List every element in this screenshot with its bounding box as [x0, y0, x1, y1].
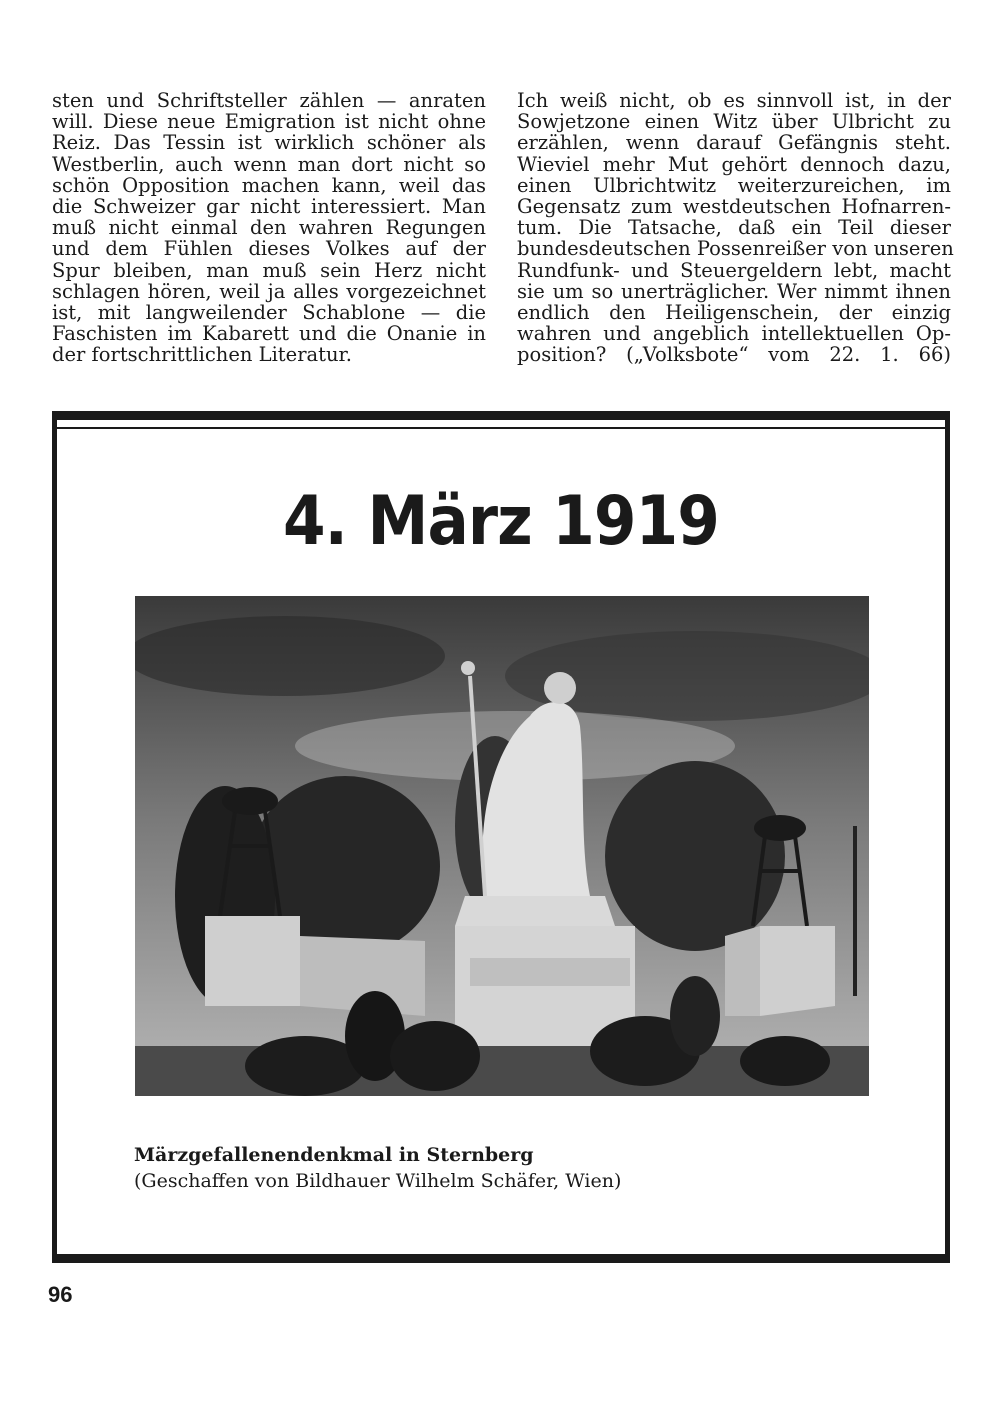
text-line: tum. Die Tatsache, daß ein Teil dieser	[517, 216, 951, 240]
text-line: Faschisten im Kabarett und die Onanie in	[52, 322, 486, 346]
text-line: Gegensatz zum westdeutschen Hofnarren-	[517, 194, 951, 218]
text-line: schlagen hören, weil ja alles vorgezeichnet	[52, 279, 486, 303]
memorial-photo	[135, 596, 869, 1096]
text-line: sten und Schriftsteller zählen — anraten	[52, 89, 486, 112]
text-line: einen Ulbrichtwitz weiterzureichen, im	[517, 173, 951, 197]
memorial-box	[52, 411, 950, 1263]
text-line: erzählen, wenn darauf Gefängnis steht.	[517, 131, 951, 155]
headline-date: 4. März 1919	[283, 482, 719, 561]
text-line: endlich den Heiligenschein, der einzig	[517, 300, 951, 324]
text-line: will. Diese neue Emigration ist nicht ohne	[52, 110, 486, 134]
text-line: Westberlin, auch wenn man dort nicht so	[52, 152, 486, 176]
page-number: 96	[48, 1282, 73, 1307]
right-text-column	[517, 89, 954, 367]
text-line: muß nicht einmal den wahren Regungen	[52, 216, 486, 240]
text-line: die Schweizer gar nicht interessiert. Man	[52, 194, 486, 218]
left-text-column	[52, 90, 486, 365]
text-line: Ich weiß nicht, ob es sinnvoll ist, in der	[517, 89, 951, 112]
text-line: ist, mit langweilender Schablone — die	[52, 300, 486, 324]
text-line: Reiz. Das Tessin ist wirklich schöner als	[52, 131, 486, 155]
text-line: wahren und angeblich intellektuellen Op-	[517, 322, 951, 346]
text-line: bundesdeutschen Possenreißer von unseren	[517, 237, 954, 261]
frame-rule	[57, 427, 945, 429]
last-line-word: position?	[517, 343, 607, 367]
caption-title: Märzgefallenendenkmal in Sternberg	[134, 1144, 534, 1166]
source-citation: („Volksbote“ vom 22. 1. 66)	[626, 343, 951, 367]
text-line: Wieviel mehr Mut gehört dennoch dazu,	[517, 152, 951, 176]
text-line: Rundfunk- und Steuergeldern lebt, macht	[517, 258, 951, 282]
text-line: der fortschrittlichen Literatur.	[52, 343, 352, 367]
caption-subtitle: (Geschaffen von Bildhauer Wilhelm Schäfer, Wien)	[134, 1170, 622, 1192]
text-line: sie um so unerträglicher. Wer nimmt ihnen	[517, 279, 951, 303]
right-column-last-line	[517, 344, 951, 365]
text-line: und dem Fühlen dieses Volkes auf der	[52, 237, 486, 261]
text-line: schön Opposition machen kann, weil das	[52, 173, 486, 197]
memorial-photo-illustration	[135, 596, 869, 1096]
photo-caption	[134, 1142, 621, 1194]
text-line: Sowjetzone einen Witz über Ulbricht zu	[517, 110, 951, 134]
text-line: Spur bleiben, man muß sein Herz nicht	[52, 258, 486, 282]
